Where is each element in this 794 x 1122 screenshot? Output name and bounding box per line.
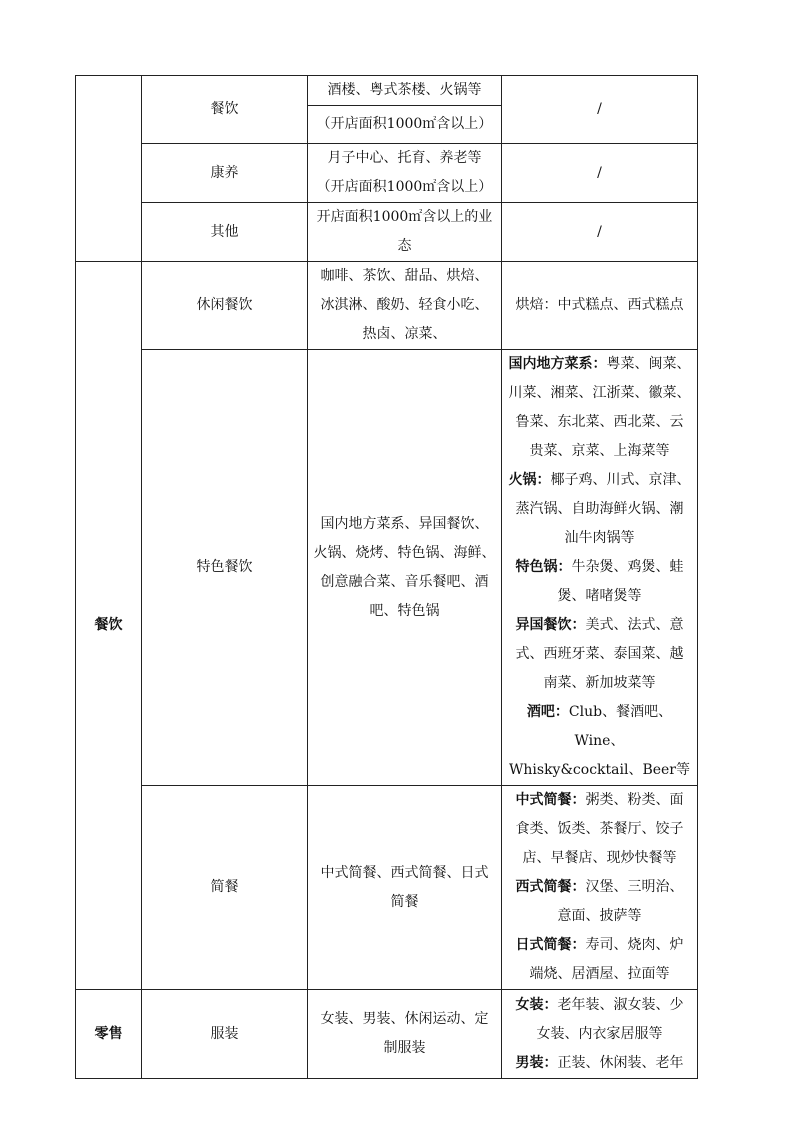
- examples-specialty-dining: [308, 350, 502, 786]
- detail-line: [502, 611, 697, 640]
- detail-line: [502, 350, 697, 379]
- detail-text: 汉堡、三明治、: [585, 879, 684, 895]
- detail-line: 汕牛肉锅等: [564, 530, 635, 546]
- examples-line: 吧、特色锅: [369, 602, 440, 619]
- category-dining: 餐饮: [76, 262, 142, 990]
- examples-line: 火锅、烧烤、特色锅、海鲜、: [313, 544, 496, 561]
- detail-casual-dining: 烘焙：中式糕点、西式糕点: [502, 262, 698, 350]
- category-retail: 零售: [76, 990, 142, 1079]
- detail-term: 国内地方菜系：: [508, 356, 607, 372]
- examples-catering-line2: （开店面积1000㎡含以上）: [308, 106, 502, 144]
- detail-line: [502, 553, 697, 582]
- detail-text: 老年装、淑女装、少: [557, 997, 684, 1013]
- detail-line: [502, 698, 697, 756]
- detail-term: 特色锅：: [515, 559, 572, 575]
- detail-term: 火锅：: [508, 472, 551, 488]
- detail-line: 贵菜、京菜、上海菜等: [529, 443, 670, 459]
- examples-fast-dining: [308, 786, 502, 990]
- detail-text: 寿司、烧肉、炉: [585, 937, 684, 953]
- detail-text: 牛杂煲、鸡煲、蛙: [571, 559, 684, 575]
- detail-other: /: [502, 203, 698, 262]
- detail-text: 美式、法式、意: [585, 617, 684, 633]
- subcategory-fast-dining: 简餐: [142, 786, 308, 990]
- examples-line: 创意融合菜、音乐餐吧、酒: [320, 573, 489, 590]
- examples-line: 热卤、凉菜、: [362, 326, 447, 342]
- detail-term: 女装：: [515, 997, 558, 1013]
- detail-line: [502, 991, 697, 1020]
- detail-term: 西式简餐：: [515, 879, 586, 895]
- examples-line: 冰淇淋、酸奶、轻食小吃、: [320, 297, 489, 313]
- detail-line: 鲁菜、东北菜、西北菜、云: [515, 414, 684, 430]
- business-format-table: [75, 75, 698, 1079]
- subcategory-other: 其他: [142, 203, 308, 262]
- detail-line: [502, 466, 697, 495]
- examples-line: 态: [397, 238, 412, 254]
- examples-line: 中式简餐、西式简餐、日式: [320, 864, 489, 881]
- examples-wellness: [308, 144, 502, 203]
- detail-term: 男装：: [515, 1055, 558, 1071]
- examples-line: 女装、男装、休闲运动、定: [320, 1011, 489, 1027]
- subcategory-catering: 餐饮: [142, 76, 308, 144]
- category-cell-continued: [76, 76, 142, 262]
- examples-line: （开店面积1000㎡含以上）: [316, 179, 493, 195]
- detail-line: 南菜、新加坡菜等: [543, 675, 656, 691]
- detail-text: 粤菜、闽菜、: [606, 356, 691, 372]
- detail-line: 食类、饭类、茶餐厅、饺子: [515, 821, 684, 837]
- detail-specialty-dining: [502, 350, 698, 786]
- detail-text: Club、餐酒吧、Wine、: [568, 704, 673, 749]
- examples-line: 简餐: [390, 893, 419, 910]
- detail-line: [502, 1049, 697, 1078]
- detail-line: [502, 873, 697, 902]
- subcategory-wellness: 康养: [142, 144, 308, 203]
- examples-other: [308, 203, 502, 262]
- detail-term: 中式简餐：: [515, 792, 586, 808]
- detail-text: 正装、休闲装、老年: [557, 1055, 684, 1071]
- detail-line: 川菜、湘菜、江浙菜、徽菜、: [508, 385, 691, 401]
- detail-line: 煲、啫啫煲等: [557, 588, 642, 604]
- detail-text: 粥类、粉类、面: [585, 792, 684, 808]
- detail-line: [502, 786, 697, 815]
- examples-casual-dining: [308, 262, 502, 350]
- examples-apparel: [308, 990, 502, 1079]
- detail-wellness: /: [502, 144, 698, 203]
- examples-line: 月子中心、托育、养老等: [327, 150, 482, 166]
- detail-line: 端烧、居酒屋、拉面等: [529, 966, 670, 982]
- detail-line: [502, 931, 697, 960]
- subcategory-casual-dining: 休闲餐饮: [142, 262, 308, 350]
- subcategory-apparel: 服装: [142, 990, 308, 1079]
- detail-term: 酒吧：: [526, 704, 569, 720]
- examples-line: 咖啡、茶饮、甜品、烘焙、: [320, 268, 489, 284]
- examples-line: 制服装: [383, 1040, 426, 1056]
- detail-term: 日式简餐：: [515, 937, 586, 953]
- detail-apparel: [502, 990, 698, 1079]
- detail-line: 式、西班牙菜、泰国菜、越: [515, 646, 684, 662]
- examples-catering-line1: 酒楼、粤式茶楼、火锅等: [308, 76, 502, 106]
- detail-fast-dining: [502, 786, 698, 990]
- detail-catering: /: [502, 76, 698, 144]
- detail-line: 意面、披萨等: [557, 908, 642, 924]
- detail-line: 女装、内衣家居服等: [536, 1026, 663, 1042]
- examples-line: 国内地方菜系、异国餐饮、: [320, 515, 489, 532]
- detail-line: 蒸汽锅、自助海鲜火锅、潮: [515, 501, 684, 517]
- detail-line: 店、早餐店、现炒快餐等: [522, 850, 677, 866]
- detail-line: Whisky&cocktail、Beer等: [509, 762, 690, 778]
- examples-line: 开店面积1000㎡含以上的业: [316, 209, 493, 225]
- detail-term: 异国餐饮：: [515, 617, 586, 633]
- detail-text: 椰子鸡、川式、京津、: [550, 472, 691, 488]
- subcategory-specialty-dining: 特色餐饮: [142, 350, 308, 786]
